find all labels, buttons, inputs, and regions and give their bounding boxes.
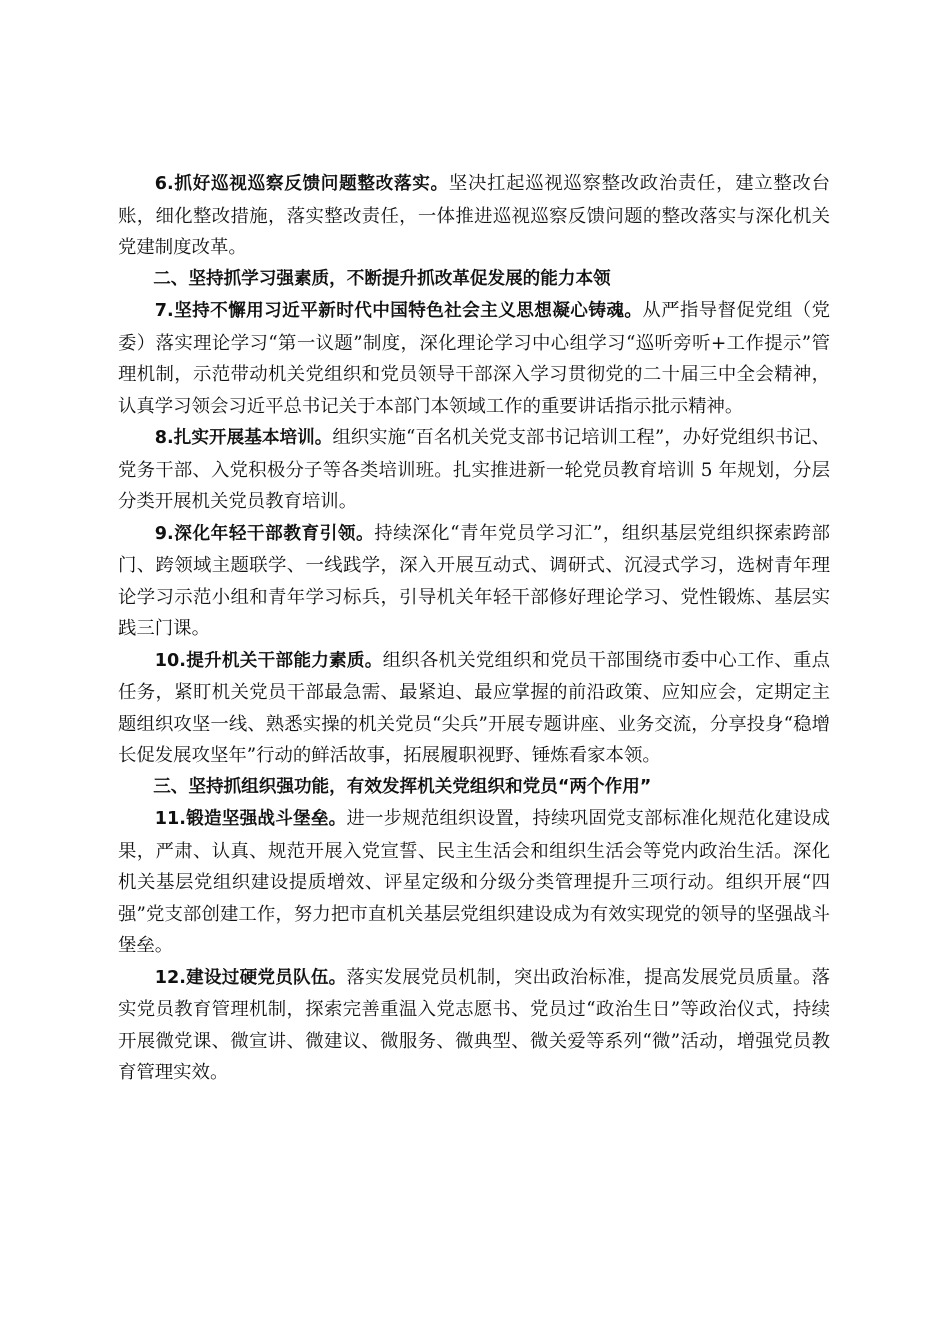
item-11-text: 进一步规范组织设置，持续巩固党支部标准化规范化建设成果，严肃、认真、规范开展入党宣誓、民主生活会和组织生活会等党内政治生活。深化机关基层党组织建设提质增效、评星定级和分级分类管理提升三项行动。组织开展“四强”党支部创建工作，努力把市直机关基层党组织建设成为有效实现党的领导的坚强战斗堡垒。 <box>118 808 830 956</box>
item-11-lead: 11.锻造坚强战斗堡垒。 <box>154 809 347 829</box>
item-7-text: 从严指导督促党组（党委）落实理论学习“第一议题”制度，深化理论学习中心组学习“巡听旁听+工作提示”管理机制，示范带动机关党组织和党员领导干部深入学习贯彻党的二十届三中全会精神，认真学习领会习近平总书记关于本部门本领域工作的重要讲话指示批示精神。 <box>118 300 830 417</box>
item-7 <box>118 295 830 422</box>
item-6-text: 坚决扛起巡视巡察整改政治责任，建立整改台账，细化整改措施，落实整改责任，一体推进巡视巡察反馈问题的整改落实与深化机关党建制度改革。 <box>118 173 830 258</box>
item-11 <box>118 803 830 962</box>
item-9 <box>118 518 830 645</box>
item-6-lead: 6.抓好巡视巡察反馈问题整改落实。 <box>154 174 449 194</box>
item-8 <box>118 422 830 518</box>
item-12 <box>118 962 830 1089</box>
item-6 <box>118 168 830 264</box>
item-9-text: 持续深化“青年党员学习汇”，组织基层党组织探索跨部门、跨领域主题联学、一线践学，深入开展互动式、调研式、沉浸式学习，选树青年理论学习示范小组和青年学习标兵，引导机关年轻干部修好理论学习、党性锻炼、基层实践三门课。 <box>118 522 830 639</box>
item-10 <box>118 645 830 772</box>
item-10-text: 组织各机关党组织和党员干部围绕市委中心工作、重点任务，紧盯机关党员干部最急需、最紧迫、最应掌握的前沿政策、应知应会，定期定主题组织攻坚一线、熟悉实操的机关党员“尖兵”开展专题讲座、业务交流，分享投身“稳增长促发展攻坚年”行动的鲜活故事，拓展履职视野、锤炼看家本领。 <box>118 649 830 766</box>
section-heading-3: 三、坚持抓组织强功能，有效发挥机关党组织和党员“两个作用” <box>153 776 652 797</box>
document-body <box>118 168 830 1089</box>
section-heading-2: 二、坚持抓学习强素质，不断提升抓改革促发展的能力本领 <box>153 268 611 289</box>
item-12-lead: 12.建设过硬党员队伍。 <box>154 967 347 988</box>
item-8-text: 组织实施“百名机关党支部书记培训工程”，办好党组织书记、党务干部、入党积极分子等各类培训班。扎实推进新一轮党员教育培训 5 年规划，分层分类开展机关党员教育培训。 <box>118 427 830 512</box>
item-12-text: 落实发展党员机制，突出政治标准，提高发展党员质量。落实党员教育管理机制，探索完善重温入党志愿书、党员过“政治生日”等政治仪式，持续开展微党课、微宣讲、微建议、微服务、微典型、微关爱等系列“微”活动，增强党员教育管理实效。 <box>118 966 830 1083</box>
item-10-lead: 10.提升机关干部能力素质。 <box>154 650 383 671</box>
item-8-lead: 8.扎实开展基本培训。 <box>154 428 333 448</box>
item-9-lead: 9.深化年轻干部教育引领。 <box>154 523 375 544</box>
item-7-lead: 7.坚持不懈用习近平新时代中国特色社会主义思想凝心铸魂。 <box>154 301 643 321</box>
